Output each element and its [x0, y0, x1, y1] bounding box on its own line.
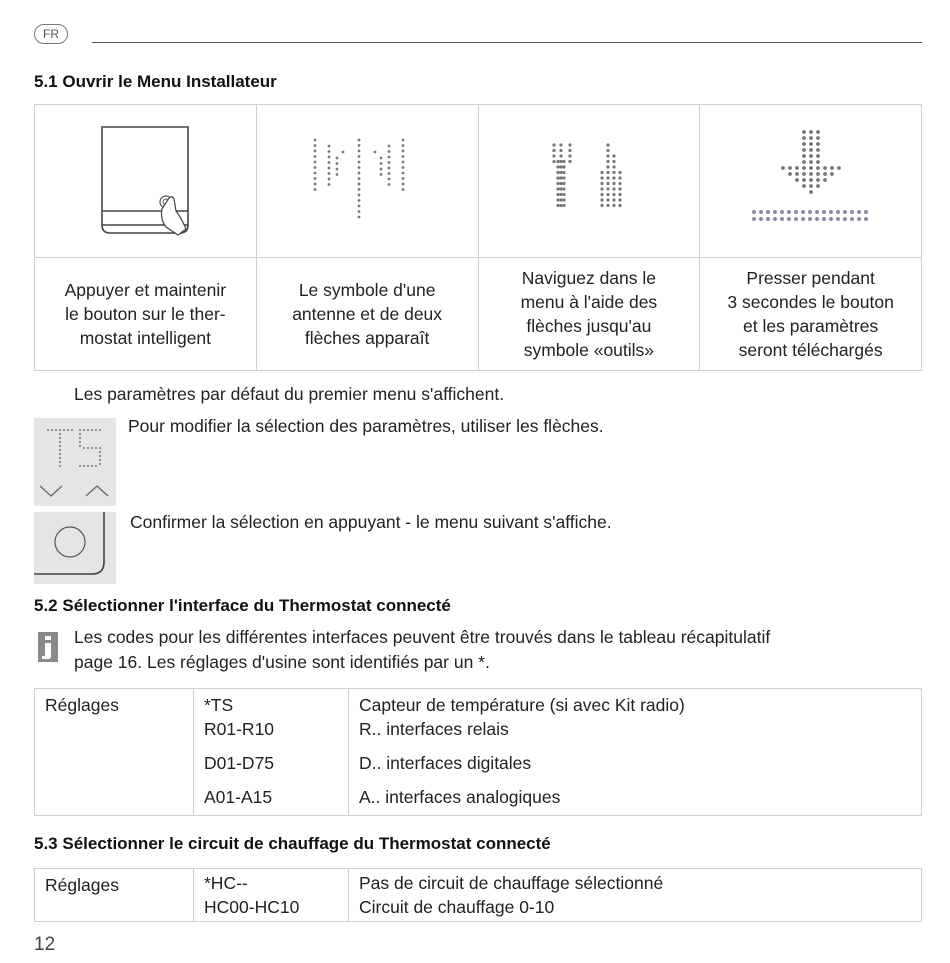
code-cell: A01-A15: [194, 779, 349, 816]
step-4-caption: Presser pendant 3 secondes le bouton et les paramètres seront téléchargés: [700, 258, 922, 371]
code-cell: *HC-- HC00-HC10: [194, 869, 349, 922]
display-ts-tile: [34, 418, 116, 506]
antenna-arrows-icon: [307, 134, 427, 224]
desc-cell: A.. interfaces analogiques: [349, 779, 922, 816]
download-icon: [746, 124, 876, 234]
installer-steps-grid: [34, 104, 922, 371]
step-2-picture: [256, 105, 478, 258]
language-badge: FR: [34, 24, 68, 44]
round-button-icon: [34, 512, 116, 584]
code-cell: *TS R01-R10: [194, 689, 349, 746]
section-5-2-title: 5.2 Sélectionner l'interface du Thermostat connecté: [34, 596, 451, 615]
table-row: [35, 869, 922, 922]
info-line-1: Les codes pour les différentes interfaces peuvent être trouvés dans le tableau récapitulatif: [74, 627, 771, 647]
header-rule: [92, 42, 922, 43]
thermostat-press-icon: [90, 119, 200, 239]
default-params-text: Les paramètres par défaut du premier menu s'affichent.: [74, 384, 505, 404]
step-1-caption: Appuyer et maintenir le bouton sur le ther- mostat intelligent: [35, 258, 257, 371]
step-2-caption: Le symbole d'une antenne et de deux flèches apparaît: [256, 258, 478, 371]
settings-label-cell: Réglages: [35, 869, 194, 922]
info-line-2: page 16. Les réglages d'usine sont identifiés par un *.: [74, 652, 490, 672]
desc-cell: D.. interfaces digitales: [349, 745, 922, 779]
step-4-picture: [700, 105, 922, 258]
step-1-picture: [35, 105, 257, 258]
step-3-caption: Naviguez dans le menu à l'aide des flèches jusqu'au symbole «outils»: [478, 258, 700, 371]
desc-cell: Pas de circuit de chauffage sélectionné Circuit de chauffage 0-10: [349, 869, 922, 922]
section-5-3-title: 5.3 Sélectionner le circuit de chauffage du Thermostat connecté: [34, 834, 551, 853]
ts-display-icon: [34, 418, 116, 506]
step-3-picture: [478, 105, 700, 258]
confirm-button-tile: [34, 512, 116, 584]
modify-text: Pour modifier la sélection des paramètres, utiliser les flèches.: [128, 416, 604, 436]
interface-settings-table: [34, 688, 922, 816]
code-cell: D01-D75: [194, 745, 349, 779]
page-number: 12: [34, 934, 56, 955]
confirm-text: Confirmer la sélection en appuyant - le menu suivant s'affiche.: [130, 512, 612, 532]
tools-icon: [544, 139, 634, 219]
heating-circuit-table: [34, 868, 922, 922]
desc-cell: Capteur de température (si avec Kit radio) R.. interfaces relais: [349, 689, 922, 746]
section-5-1-title: 5.1 Ouvrir le Menu Installateur: [34, 72, 277, 91]
table-row: [35, 689, 922, 746]
info-icon: [38, 630, 58, 664]
settings-label-cell: Réglages: [35, 689, 194, 816]
